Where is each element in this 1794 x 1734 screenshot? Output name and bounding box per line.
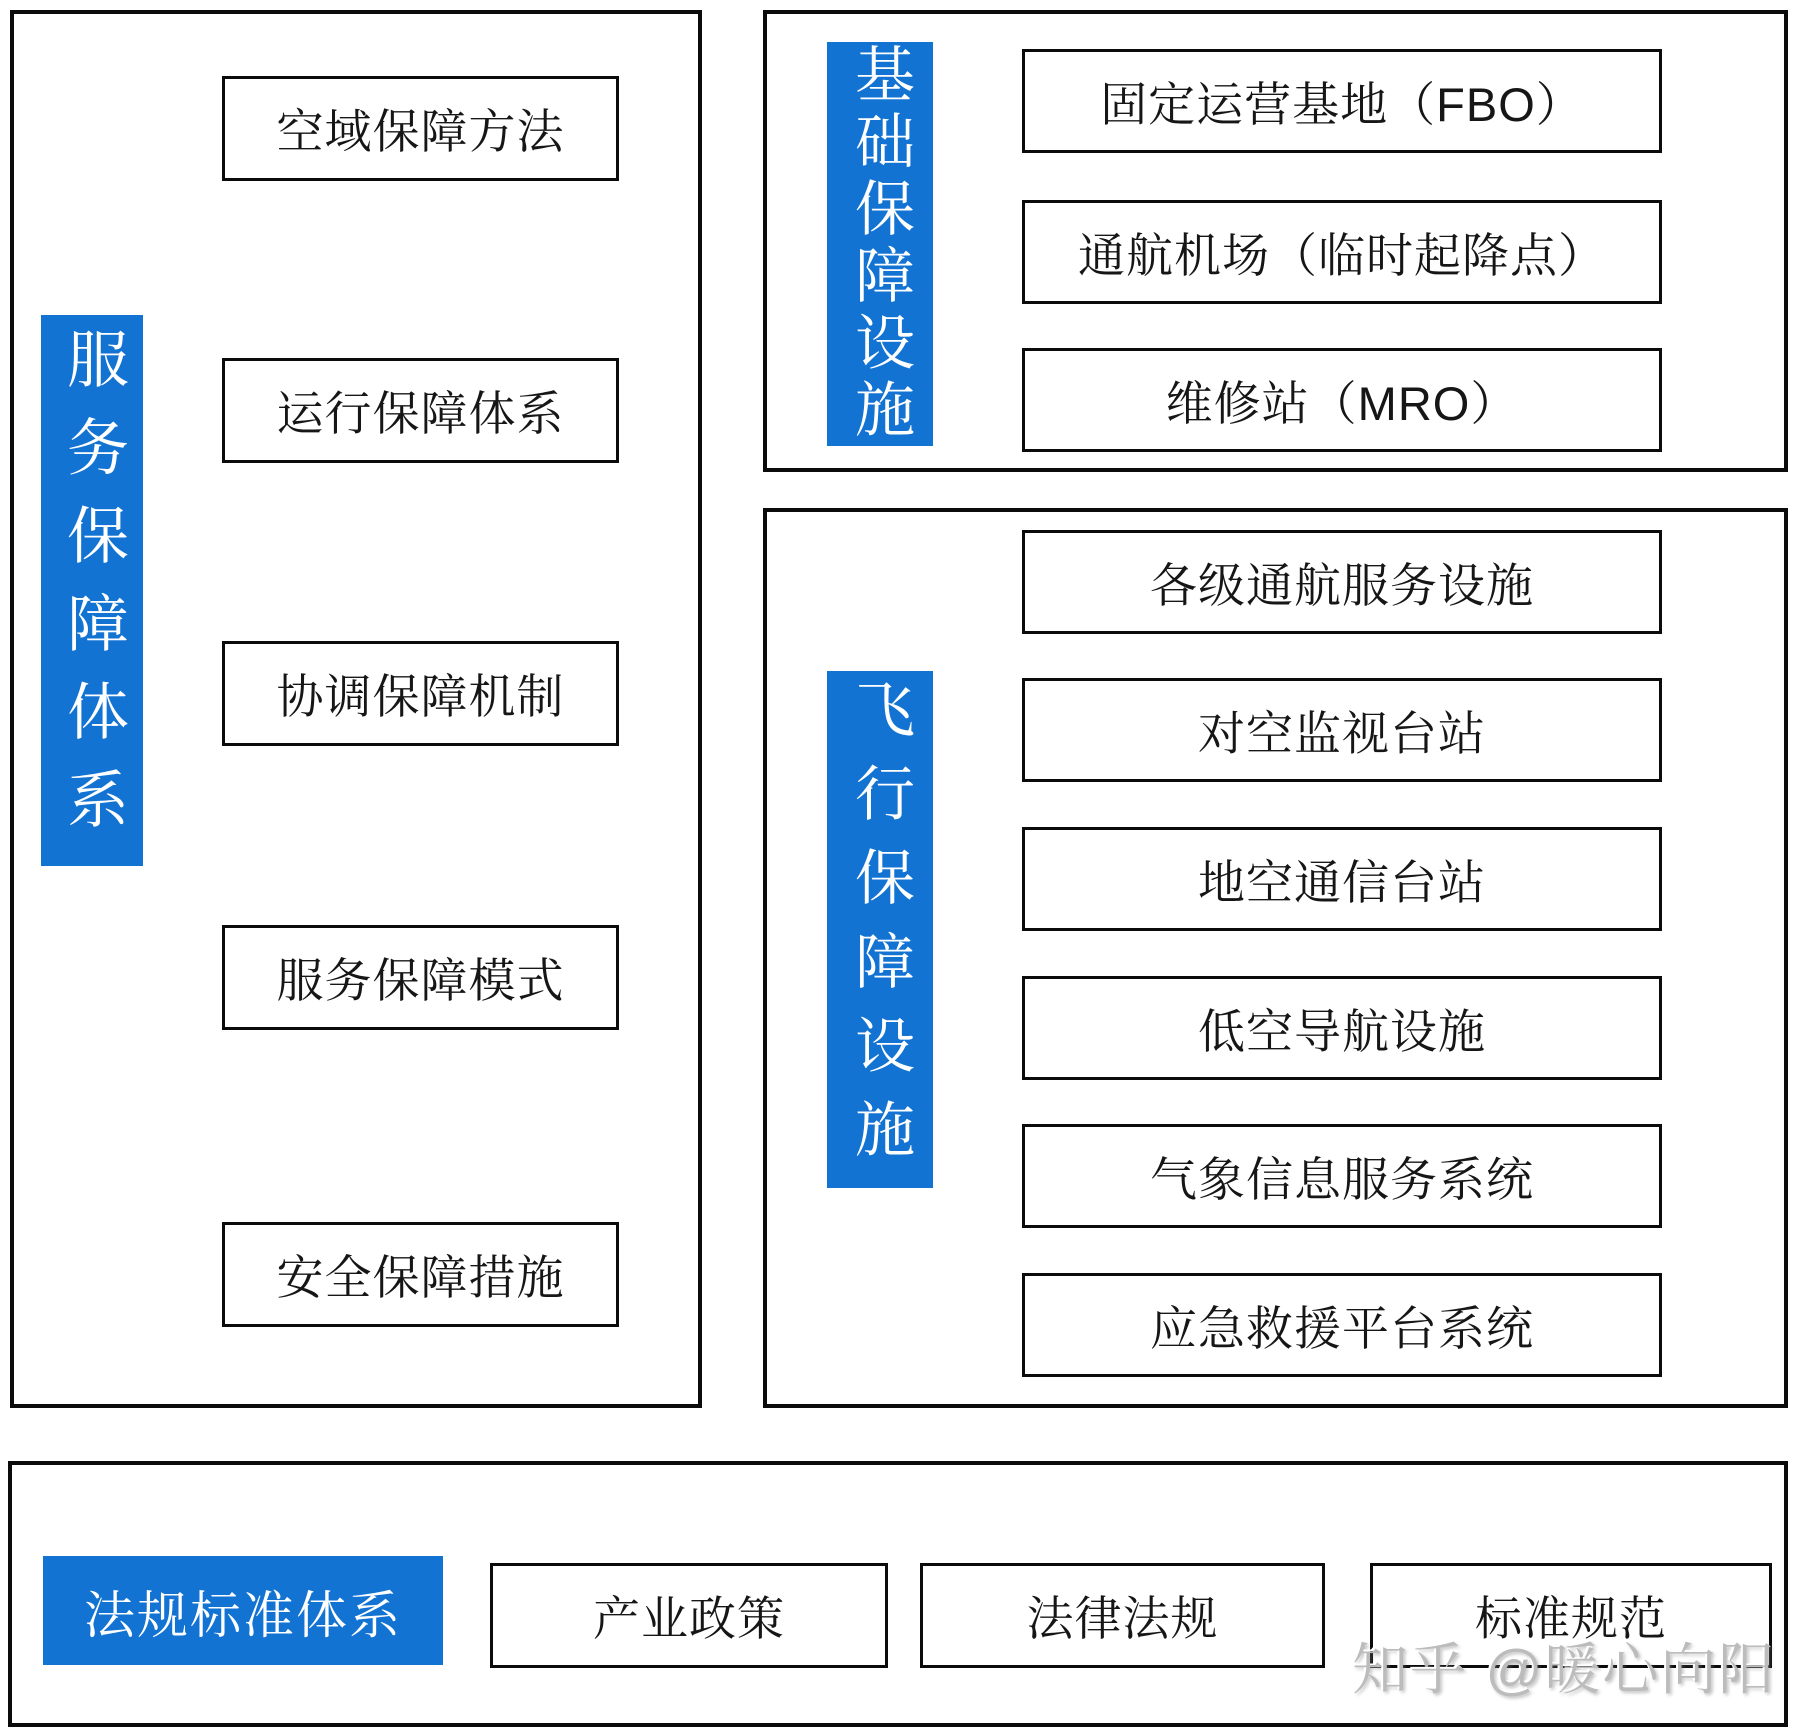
box-general-airport: 通航机场（临时起降点） <box>1022 200 1662 304</box>
box-standard-specifications: 标准规范 <box>1370 1563 1772 1668</box>
vertical-label-basic-facilities: 基础保障设施 <box>827 42 933 446</box>
box-laws-regulations: 法律法规 <box>920 1563 1325 1668</box>
box-airspace-support-method: 空域保障方法 <box>222 76 619 181</box>
vertical-label-flight-facilities: 飞行保障设施 <box>827 671 933 1188</box>
label-regulation-standards: 法规标准体系 <box>43 1556 443 1665</box>
box-service-facilities-levels: 各级通航服务设施 <box>1022 530 1662 634</box>
box-industry-policy: 产业政策 <box>490 1563 888 1668</box>
box-air-surveillance-station: 对空监视台站 <box>1022 678 1662 782</box>
box-fbo-base: 固定运营基地（FBO） <box>1022 49 1662 153</box>
box-ground-air-comm-station: 地空通信台站 <box>1022 827 1662 931</box>
vertical-label-service-support: 服务保障体系 <box>41 315 143 866</box>
box-mro-station: 维修站（MRO） <box>1022 348 1662 452</box>
box-service-support-mode: 服务保障模式 <box>222 925 619 1030</box>
box-coordination-support-mechanism: 协调保障机制 <box>222 641 619 746</box>
box-operation-support-system: 运行保障体系 <box>222 358 619 463</box>
zhihu-watermark: 知乎 @暖心向阳 <box>1352 1638 1777 1701</box>
box-emergency-rescue-platform: 应急救援平台系统 <box>1022 1273 1662 1377</box>
box-safety-support-measures: 安全保障措施 <box>222 1222 619 1327</box>
box-low-altitude-navigation: 低空导航设施 <box>1022 976 1662 1080</box>
box-weather-info-system: 气象信息服务系统 <box>1022 1124 1662 1228</box>
